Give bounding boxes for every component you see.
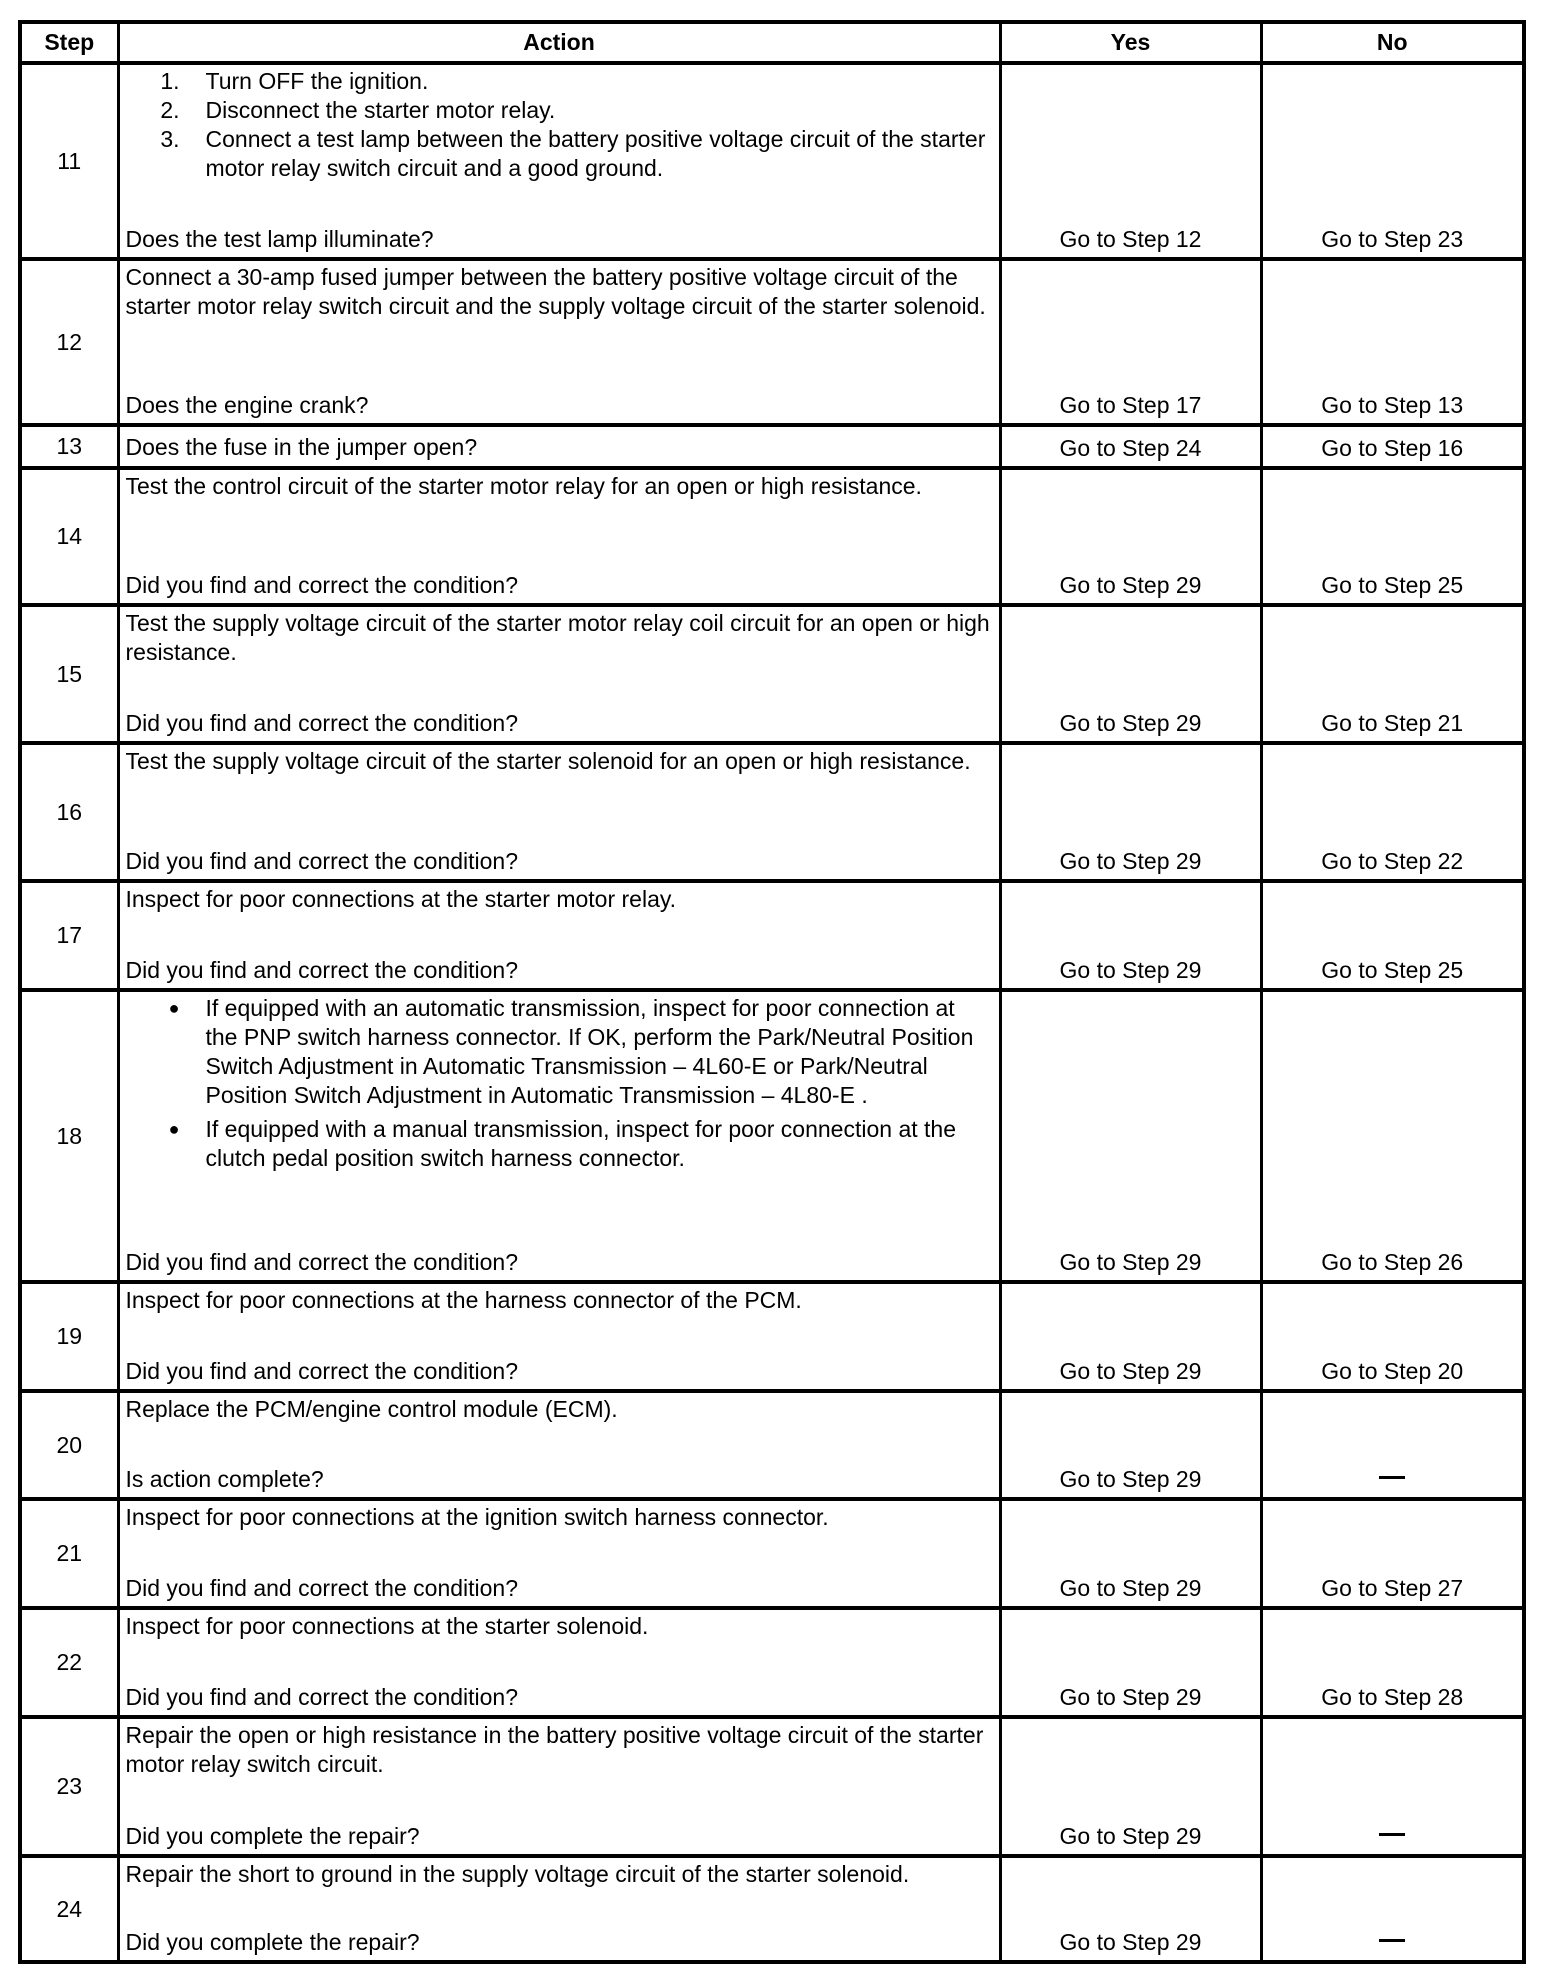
yes-cell: Go to Step 29 bbox=[1000, 1282, 1261, 1391]
numbered-list-item bbox=[126, 125, 993, 183]
table-row-step-22 bbox=[20, 1608, 1524, 1717]
table-row-step-20 bbox=[20, 1391, 1524, 1499]
action-cell bbox=[118, 881, 1000, 990]
action-cell bbox=[118, 1717, 1000, 1856]
numbered-list bbox=[126, 67, 993, 183]
action-cell bbox=[118, 63, 1000, 259]
yes-cell: Go to Step 17 bbox=[1000, 259, 1261, 425]
step-number: 22 bbox=[20, 1608, 118, 1717]
action-cell bbox=[118, 605, 1000, 743]
list-item-text: Turn OFF the ignition. bbox=[205, 68, 429, 94]
action-question: Did you find and correct the condition? bbox=[125, 710, 519, 736]
action-cell bbox=[118, 1499, 1000, 1608]
table-row-step-19 bbox=[20, 1282, 1524, 1391]
action-body bbox=[126, 67, 993, 183]
table-row-step-15 bbox=[20, 605, 1524, 743]
no-cell: Go to Step 26 bbox=[1261, 990, 1524, 1282]
action-body: Inspect for poor connections at the starter solenoid. bbox=[125, 1613, 649, 1639]
action-cell bbox=[118, 1391, 1000, 1499]
table-row-step-14 bbox=[20, 468, 1524, 605]
action-question: Is action complete? bbox=[125, 1466, 324, 1492]
numbered-list-item bbox=[126, 67, 993, 96]
em-dash-not-applicable bbox=[1379, 1939, 1405, 1942]
table-row-step-17 bbox=[20, 881, 1524, 990]
action-body: Replace the PCM/engine control module (ECM). bbox=[125, 1396, 618, 1422]
header-action: Action bbox=[118, 22, 1000, 63]
step-number: 17 bbox=[20, 881, 118, 990]
action-body bbox=[126, 994, 993, 1178]
numbered-list-item bbox=[126, 96, 993, 125]
action-question: Did you find and correct the condition? bbox=[125, 957, 519, 983]
list-item-text: If equipped with an automatic transmission, inspect for poor connection at the PNP switch harness connector. If OK, perform the Park/Neutral Position Switch Adjustment in Automatic Transmission – 4L60-E or Park/Neutral Position Switch Adjustment in Automatic Transmission – 4L80-E . bbox=[205, 995, 974, 1108]
action-body: Repair the open or high resistance in the battery positive voltage circuit of the starter motor relay switch circuit. bbox=[125, 1722, 984, 1777]
action-body: Inspect for poor connections at the harness connector of the PCM. bbox=[125, 1287, 802, 1313]
no-cell: Go to Step 22 bbox=[1261, 743, 1524, 881]
action-question: Did you find and correct the condition? bbox=[125, 1684, 519, 1710]
list-number: 2. bbox=[160, 97, 180, 123]
no-cell bbox=[1261, 1717, 1524, 1856]
yes-cell: Go to Step 29 bbox=[1000, 605, 1261, 743]
yes-cell: Go to Step 12 bbox=[1000, 63, 1261, 259]
header-no: No bbox=[1261, 22, 1524, 63]
yes-cell: Go to Step 29 bbox=[1000, 1499, 1261, 1608]
action-question: Did you find and correct the condition? bbox=[125, 1575, 519, 1601]
em-dash-not-applicable bbox=[1379, 1833, 1405, 1836]
step-number: 12 bbox=[20, 259, 118, 425]
action-body: Connect a 30-amp fused jumper between the battery positive voltage circuit of the starter motor relay switch circuit and the supply voltage circuit of the starter solenoid. bbox=[125, 264, 986, 319]
action-question: Did you find and correct the condition? bbox=[125, 572, 519, 598]
yes-cell: Go to Step 29 bbox=[1000, 1717, 1261, 1856]
step-number: 18 bbox=[20, 990, 118, 1282]
action-question: Did you complete the repair? bbox=[125, 1929, 420, 1955]
no-cell: Go to Step 16 bbox=[1261, 425, 1524, 468]
step-number: 23 bbox=[20, 1717, 118, 1856]
step-number: 20 bbox=[20, 1391, 118, 1499]
action-question: Does the test lamp illuminate? bbox=[125, 226, 434, 252]
action-cell bbox=[118, 259, 1000, 425]
yes-cell: Go to Step 29 bbox=[1000, 743, 1261, 881]
step-number: 13 bbox=[20, 425, 118, 468]
table-row-step-11 bbox=[20, 63, 1524, 259]
action-body: Repair the short to ground in the supply voltage circuit of the starter solenoid. bbox=[125, 1861, 910, 1887]
action-body: Test the supply voltage circuit of the starter motor relay coil circuit for an open or high resistance. bbox=[125, 610, 990, 665]
action-question: Did you find and correct the condition? bbox=[125, 848, 519, 874]
step-number: 19 bbox=[20, 1282, 118, 1391]
step-number: 24 bbox=[20, 1856, 118, 1962]
action-body: Test the supply voltage circuit of the starter solenoid for an open or high resistance. bbox=[125, 748, 971, 774]
list-item-text: If equipped with a manual transmission, inspect for poor connection at the clutch pedal position switch harness connector. bbox=[205, 1116, 956, 1171]
no-cell: Go to Step 25 bbox=[1261, 468, 1524, 605]
action-question: Did you complete the repair? bbox=[125, 1823, 420, 1849]
header-step: Step bbox=[20, 22, 118, 63]
em-dash-not-applicable bbox=[1379, 1476, 1405, 1479]
header-row bbox=[20, 22, 1524, 63]
bullet-list bbox=[126, 994, 993, 1173]
bullet-icon: ● bbox=[168, 998, 180, 1018]
no-cell: Go to Step 25 bbox=[1261, 881, 1524, 990]
diagnostic-table bbox=[18, 20, 1526, 1964]
list-item-text: Connect a test lamp between the battery positive voltage circuit of the starter motor relay switch circuit and a good ground. bbox=[205, 126, 986, 181]
yes-cell: Go to Step 29 bbox=[1000, 990, 1261, 1282]
yes-cell: Go to Step 29 bbox=[1000, 468, 1261, 605]
step-number: 16 bbox=[20, 743, 118, 881]
action-question: Did you find and correct the condition? bbox=[125, 1249, 519, 1275]
no-cell bbox=[1261, 1856, 1524, 1962]
bullet-list-item bbox=[126, 1115, 993, 1173]
action-cell bbox=[118, 1608, 1000, 1717]
table-row-step-24 bbox=[20, 1856, 1524, 1962]
table-row-step-21 bbox=[20, 1499, 1524, 1608]
no-cell: Go to Step 20 bbox=[1261, 1282, 1524, 1391]
action-cell bbox=[118, 468, 1000, 605]
list-number: 3. bbox=[160, 126, 180, 152]
action-body: Inspect for poor connections at the starter motor relay. bbox=[125, 886, 677, 912]
yes-cell: Go to Step 29 bbox=[1000, 1608, 1261, 1717]
no-cell: Go to Step 27 bbox=[1261, 1499, 1524, 1608]
step-number: 11 bbox=[20, 63, 118, 259]
step-number: 21 bbox=[20, 1499, 118, 1608]
no-cell: Go to Step 23 bbox=[1261, 63, 1524, 259]
action-cell bbox=[118, 990, 1000, 1282]
table-row-step-12 bbox=[20, 259, 1524, 425]
step-number: 15 bbox=[20, 605, 118, 743]
table-row-step-23 bbox=[20, 1717, 1524, 1856]
no-cell: Go to Step 13 bbox=[1261, 259, 1524, 425]
step-number: 14 bbox=[20, 468, 118, 605]
header-yes: Yes bbox=[1000, 22, 1261, 63]
list-item-text: Disconnect the starter motor relay. bbox=[205, 97, 556, 123]
action-body: Test the control circuit of the starter motor relay for an open or high resistance. bbox=[125, 473, 922, 499]
bullet-icon: ● bbox=[168, 1119, 180, 1139]
action-cell bbox=[118, 743, 1000, 881]
table-row-step-16 bbox=[20, 743, 1524, 881]
action-cell bbox=[118, 1856, 1000, 1962]
list-number: 1. bbox=[160, 68, 180, 94]
yes-cell: Go to Step 24 bbox=[1000, 425, 1261, 468]
action-body: Inspect for poor connections at the ignition switch harness connector. bbox=[125, 1504, 829, 1530]
table-row-step-13 bbox=[20, 425, 1524, 468]
action-cell bbox=[118, 1282, 1000, 1391]
no-cell: Go to Step 21 bbox=[1261, 605, 1524, 743]
bullet-list-item bbox=[126, 994, 993, 1110]
yes-cell: Go to Step 29 bbox=[1000, 1856, 1261, 1962]
table-row-step-18 bbox=[20, 990, 1524, 1282]
action-cell bbox=[118, 425, 1000, 468]
yes-cell: Go to Step 29 bbox=[1000, 881, 1261, 990]
action-question: Did you find and correct the condition? bbox=[125, 1358, 519, 1384]
yes-cell: Go to Step 29 bbox=[1000, 1391, 1261, 1499]
action-question: Does the engine crank? bbox=[125, 392, 369, 418]
no-cell bbox=[1261, 1391, 1524, 1499]
action-question: Does the fuse in the jumper open? bbox=[125, 434, 478, 460]
no-cell: Go to Step 28 bbox=[1261, 1608, 1524, 1717]
